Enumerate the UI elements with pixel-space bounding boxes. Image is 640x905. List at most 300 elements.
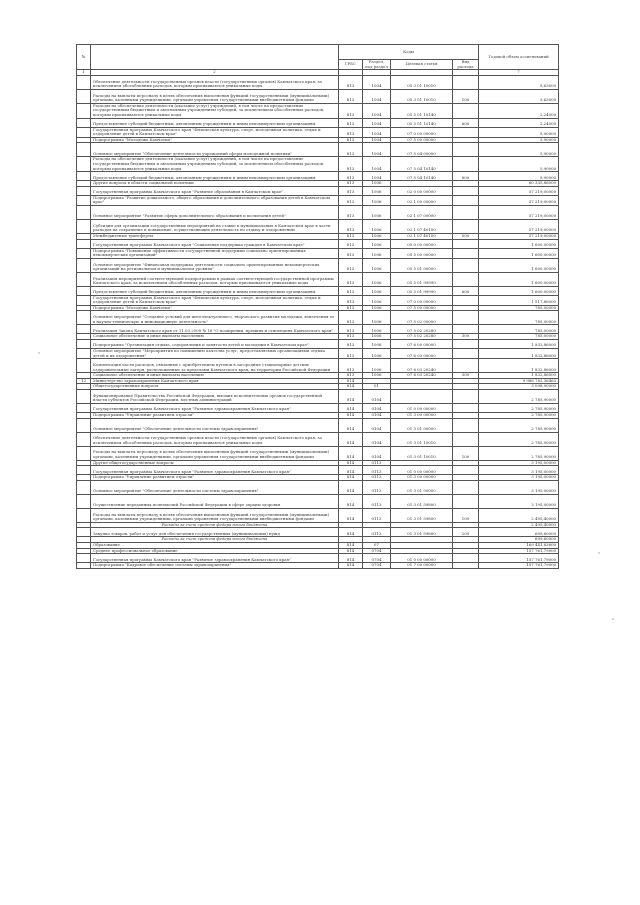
scan-speck xyxy=(598,552,600,554)
row-expense-type xyxy=(453,554,479,563)
row-number xyxy=(77,466,91,475)
row-target-article: 01 3 00 00000 xyxy=(391,413,453,419)
row-target-article: 05 5 01 00000 xyxy=(391,258,453,272)
row-expense-type xyxy=(453,494,479,508)
row-expense-type: 100 xyxy=(453,446,479,460)
table-row xyxy=(77,127,559,137)
row-grbs: 814 xyxy=(339,494,363,508)
row-name: Подпрограмма "Управление развитием отрасли" xyxy=(91,413,339,419)
row-expense-type xyxy=(453,404,479,413)
header-grbs: ГРБС xyxy=(339,60,363,70)
row-razdel: 1004 xyxy=(363,103,391,118)
table-row xyxy=(77,248,559,258)
row-expense-type xyxy=(453,563,479,569)
row-grbs: 813 xyxy=(339,373,363,379)
row-grbs: 813 xyxy=(339,258,363,272)
row-name: Расходы на выплаты персоналу в целях обеспечения выполнения функций государственными (муниципальными) органами, казенными учреждениями, органами управления государственными внебюджетными фондами xyxy=(91,508,339,522)
row-razdel: 1006 xyxy=(363,205,391,219)
row-razdel: 0113 xyxy=(363,528,391,537)
table-row xyxy=(77,432,559,446)
row-grbs: 814 xyxy=(339,466,363,475)
row-number xyxy=(77,563,91,569)
header-amount: Годовой объем ассигнований xyxy=(479,45,559,70)
row-amount: 1 600,00000 xyxy=(479,258,559,272)
row-amount: 3 195,00000 xyxy=(479,480,559,494)
table-row xyxy=(77,205,559,219)
row-razdel: 0113 xyxy=(363,494,391,508)
row-amount: 785,00000 xyxy=(479,334,559,340)
row-number xyxy=(77,219,91,233)
row-amount: 2 495,40000 xyxy=(479,522,559,528)
row-number xyxy=(77,418,91,432)
row-number: 12 xyxy=(77,378,91,384)
row-amount: 785,00000 xyxy=(479,311,559,325)
row-expense-type xyxy=(453,466,479,475)
table-row xyxy=(77,103,559,118)
row-razdel: 1006 xyxy=(363,258,391,272)
row-name: Реализация Закона Камчатского края от 11.03.2008 № 16 "О поощрении, премиях и стипендиях Камчатского края" xyxy=(91,325,339,334)
row-target-article: 01 7 00 00000 xyxy=(391,563,453,569)
row-number xyxy=(77,157,91,172)
row-expense-type xyxy=(453,359,479,373)
row-number xyxy=(77,359,91,373)
row-razdel: 1006 xyxy=(363,334,391,340)
row-name: Обеспечение деятельности государственных органов власти (государственных органов) Камчатского края, за исключением обособленных расходов, которым присваиваются уникальные коды xyxy=(91,75,339,89)
row-amount: 699,60000 xyxy=(479,528,559,537)
row-grbs: 814 xyxy=(339,475,363,481)
row-name: Компенсация части расходов, связанных с приобретением путевок в загородные стационарные детские оздоровительные лагеря, расположенные за пределами Камчатского края, на территории Российской Федерации xyxy=(91,359,339,373)
row-amount: 1 832,86000 xyxy=(479,359,559,373)
row-amount: 2 785,90000 xyxy=(479,413,559,419)
row-target-article: 01 3 00 00000 xyxy=(391,475,453,481)
row-target-article: 07 5 00 00000 xyxy=(391,137,453,143)
row-amount: 2,24000 xyxy=(479,118,559,127)
row-target-article: 07 5 02 00000 xyxy=(391,311,453,325)
table-row xyxy=(77,340,559,349)
row-razdel: 1006 xyxy=(363,233,391,239)
row-razdel: 1006 xyxy=(363,219,391,233)
row-grbs: 814 xyxy=(339,563,363,569)
table-row xyxy=(77,404,559,413)
row-name: Расходы на выплаты персоналу в целях обеспечения выполнения функций государственными (муниципальными) органами, казенными учреждениями, органами управления государственными внебюджетными фондами xyxy=(91,446,339,460)
row-razdel: 1006 xyxy=(363,340,391,349)
row-razdel: 0113 xyxy=(363,475,391,481)
row-razdel: 0104 xyxy=(363,390,391,404)
row-amount: 2 785,90000 xyxy=(479,404,559,413)
row-amount: 3 098,90000 xyxy=(479,384,559,390)
row-name: Государственная программа Камчатского края "Социальная поддержка граждан в Камчатском крае" xyxy=(91,239,339,248)
row-name: Образование xyxy=(91,543,339,549)
row-amount: 57 219,00000 xyxy=(479,205,559,219)
row-target-article: 02 1 07 40150 xyxy=(391,233,453,239)
table-row xyxy=(77,563,559,569)
row-amount: 3 195,00000 xyxy=(479,460,559,466)
row-razdel: 1006 xyxy=(363,295,391,305)
row-number xyxy=(77,340,91,349)
header-vr: Вид расхода xyxy=(453,60,479,70)
row-expense-type xyxy=(453,186,479,195)
scan-speck xyxy=(38,352,40,354)
table-row xyxy=(77,494,559,508)
row-expense-type xyxy=(453,103,479,118)
row-grbs: 813 xyxy=(339,75,363,89)
row-amount: 785,00000 xyxy=(479,305,559,311)
table-row xyxy=(77,418,559,432)
row-grbs: 814 xyxy=(339,418,363,432)
row-grbs: 813 xyxy=(339,143,363,157)
row-number xyxy=(77,186,91,195)
table-row xyxy=(77,219,559,233)
row-expense-type xyxy=(453,205,479,219)
row-grbs: 813 xyxy=(339,103,363,118)
header-num: № xyxy=(77,45,91,70)
table-row xyxy=(77,89,559,103)
row-name: Подпрограмма "Повышение эффективности государственной поддержки социально ориентированных некоммерческих организаций" xyxy=(91,248,339,258)
row-grbs: 813 xyxy=(339,239,363,248)
table-row xyxy=(77,325,559,334)
row-amount: 2 785,90000 xyxy=(479,418,559,432)
row-grbs: 813 xyxy=(339,118,363,127)
row-expense-type: 200 xyxy=(453,528,479,537)
row-grbs: 813 xyxy=(339,89,363,103)
row-amount: 169 441,83600 xyxy=(479,543,559,549)
index-cell: 7 xyxy=(479,70,559,76)
row-razdel: 0113 xyxy=(363,480,391,494)
row-grbs: 814 xyxy=(339,446,363,460)
row-number xyxy=(77,118,91,127)
table-row xyxy=(77,554,559,563)
row-razdel: 1004 xyxy=(363,118,391,127)
table-row xyxy=(77,390,559,404)
row-target-article: 07 0 00 00000 xyxy=(391,127,453,137)
row-razdel: 0104 xyxy=(363,432,391,446)
row-number xyxy=(77,508,91,522)
row-amount: 3 195,00000 xyxy=(479,475,559,481)
row-target-article: 01 3 01 00000 xyxy=(391,418,453,432)
row-razdel: 1004 xyxy=(363,157,391,172)
row-expense-type xyxy=(453,219,479,233)
row-grbs: 813 xyxy=(339,305,363,311)
row-expense-type xyxy=(453,418,479,432)
row-number xyxy=(77,258,91,272)
row-name: Социальное обеспечение и иные выплаты населению xyxy=(91,373,339,379)
row-grbs: 813 xyxy=(339,195,363,205)
row-grbs: 813 xyxy=(339,127,363,137)
row-grbs: 813 xyxy=(339,205,363,219)
row-amount: 1 600,00000 xyxy=(479,239,559,248)
table-row xyxy=(77,118,559,127)
table-row xyxy=(77,295,559,305)
row-target-article: 01 3 01 10010 xyxy=(391,446,453,460)
row-razdel: 1006 xyxy=(363,305,391,311)
row-target-article: 05 0 00 00000 xyxy=(391,239,453,248)
row-amount: 157 761,79000 xyxy=(479,554,559,563)
row-expense-type xyxy=(453,325,479,334)
row-name: Другие общегосударственные вопросы xyxy=(91,460,339,466)
index-cell: 2 xyxy=(91,70,339,76)
row-expense-type: 100 xyxy=(453,89,479,103)
row-grbs: 813 xyxy=(339,233,363,239)
row-expense-type xyxy=(453,75,479,89)
row-grbs: 814 xyxy=(339,480,363,494)
row-name: Государственная программа Камчатского края "Развитие здравоохранения Камчатского края" xyxy=(91,404,339,413)
row-grbs: 813 xyxy=(339,186,363,195)
row-target-article: 07 6 03 20240 xyxy=(391,373,453,379)
row-amount: 1 517,86000 xyxy=(479,295,559,305)
row-target-article: 07 0 00 00000 xyxy=(391,295,453,305)
row-grbs: 813 xyxy=(339,359,363,373)
row-razdel: 0104 xyxy=(363,404,391,413)
row-name: Министерство здравоохранения Камчатского края xyxy=(91,378,339,384)
row-grbs: 813 xyxy=(339,295,363,305)
row-name: Функционирование Правительства Российской Федерации, высших исполнительных органов государственной власти субъектов Российской Федерации, местных администраций xyxy=(91,390,339,404)
row-amount: 5,90000 xyxy=(479,143,559,157)
row-amount: 5,90000 xyxy=(479,157,559,172)
row-razdel: 0113 xyxy=(363,466,391,475)
table-row xyxy=(77,272,559,286)
row-grbs: 814 xyxy=(339,548,363,554)
row-grbs: 813 xyxy=(339,349,363,359)
header-csr: Целевая статья xyxy=(391,60,453,70)
row-name: Основное мероприятие "Обеспечение деятельности системы здравоохранения" xyxy=(91,480,339,494)
row-target-article: 07 5 04 10140 xyxy=(391,172,453,181)
table-row xyxy=(77,239,559,248)
row-amount: 785,00000 xyxy=(479,325,559,334)
row-number xyxy=(77,432,91,446)
row-target-article: 07 5 02 20280 xyxy=(391,334,453,340)
row-razdel: 1006 xyxy=(363,195,391,205)
row-razdel: 0104 xyxy=(363,418,391,432)
budget-table xyxy=(76,44,559,569)
row-amount: 57 219,00000 xyxy=(479,233,559,239)
row-amount: 1 600,00000 xyxy=(479,272,559,286)
table-row xyxy=(77,157,559,172)
row-grbs: 813 xyxy=(339,272,363,286)
row-grbs: 813 xyxy=(339,219,363,233)
table-row xyxy=(77,75,559,89)
row-target-article: 01 0 00 00000 xyxy=(391,404,453,413)
row-razdel: 1006 xyxy=(363,248,391,258)
row-amount: 5,63000 xyxy=(479,89,559,103)
row-number xyxy=(77,127,91,137)
row-amount: 57 219,00000 xyxy=(479,186,559,195)
row-razdel: 1006 xyxy=(363,239,391,248)
table-body xyxy=(77,75,559,568)
row-razdel: 0113 xyxy=(363,460,391,466)
row-name: Расходы на обеспечение деятельности (оказание услуг) учреждений, в том числе на предоставление государственным бюджетным и автономным учреждениям субсидий, за исключением обособленных расходов, которым присваиваются уникальные коды xyxy=(91,103,339,118)
table-row xyxy=(77,172,559,181)
table-row xyxy=(77,311,559,325)
row-grbs: 813 xyxy=(339,325,363,334)
row-expense-type xyxy=(453,157,479,172)
row-target-article: 02 1 00 00000 xyxy=(391,195,453,205)
row-number xyxy=(77,554,91,563)
row-expense-type xyxy=(453,349,479,359)
budget-sheet xyxy=(76,44,558,569)
row-razdel: 01 xyxy=(363,384,391,390)
row-razdel: 1004 xyxy=(363,89,391,103)
table-row xyxy=(77,258,559,272)
row-target-article: 02 0 00 00000 xyxy=(391,186,453,195)
row-grbs: 813 xyxy=(339,157,363,172)
row-target-article: 05 5 01 99990 xyxy=(391,286,453,295)
row-amount: 1 832,86000 xyxy=(479,349,559,359)
row-name: Основное мероприятие "Мероприятия по повышению качества услуг, предоставляемых организациями отдыха детей и их оздоровления" xyxy=(91,349,339,359)
row-number xyxy=(77,195,91,205)
row-grbs: 814 xyxy=(339,378,363,384)
row-grbs: 813 xyxy=(339,340,363,349)
row-name: Основное мероприятие "Финансовая поддержка деятельности социально ориентированных некоммерческих организаций на региональном и муниципальном уровнях" xyxy=(91,258,339,272)
row-name: Подпрограмма "Кадровое обеспечение системы здравоохранения" xyxy=(91,563,339,569)
row-expense-type: 600 xyxy=(453,118,479,127)
row-expense-type: 500 xyxy=(453,233,479,239)
row-name: Подпрограмма "Развитие дошкольного, общего образования и дополнительного образования детей в Камчатском крае" xyxy=(91,195,339,205)
row-razdel: 1006 xyxy=(363,272,391,286)
row-razdel: 1006 xyxy=(363,349,391,359)
row-target-article: 07 5 02 20280 xyxy=(391,325,453,334)
row-razdel: 0704 xyxy=(363,554,391,563)
row-target-article: 01 3 01 10010 xyxy=(391,432,453,446)
row-number xyxy=(77,239,91,248)
row-number xyxy=(77,480,91,494)
row-expense-type xyxy=(453,195,479,205)
row-amount: 3 195,00000 xyxy=(479,466,559,475)
row-name: Межбюджетные трансферты xyxy=(91,233,339,239)
row-name: Расходы за счет средств федерального бюджета xyxy=(91,522,339,528)
row-amount: 5,90000 xyxy=(479,137,559,143)
row-name: Предоставление субсидий бюджетным, автономным учреждениям и иным некоммерческим организациям xyxy=(91,118,339,127)
table-row xyxy=(77,508,559,522)
row-grbs: 813 xyxy=(339,137,363,143)
row-grbs: 814 xyxy=(339,543,363,549)
row-target-article: 02 1 07 00000 xyxy=(391,205,453,219)
row-number xyxy=(77,295,91,305)
row-grbs: 814 xyxy=(339,528,363,537)
row-razdel: 1006 xyxy=(363,359,391,373)
row-name: Другие вопросы в области социальной политики xyxy=(91,181,339,187)
row-expense-type xyxy=(453,295,479,305)
row-name: Подпрограмма "Управление развитием отрасли" xyxy=(91,475,339,481)
row-expense-type xyxy=(453,258,479,272)
row-number xyxy=(77,311,91,325)
row-target-article: 07 5 04 00000 xyxy=(391,143,453,157)
row-grbs: 814 xyxy=(339,554,363,563)
row-grbs: 814 xyxy=(339,384,363,390)
row-number xyxy=(77,172,91,181)
row-expense-type xyxy=(453,143,479,157)
row-expense-type xyxy=(453,480,479,494)
row-razdel: 1006 xyxy=(363,311,391,325)
row-grbs: 813 xyxy=(339,172,363,181)
row-expense-type xyxy=(453,311,479,325)
table-row xyxy=(77,528,559,537)
row-amount: 5,90000 xyxy=(479,172,559,181)
row-target-article: 07 5 00 00000 xyxy=(391,305,453,311)
row-number xyxy=(77,75,91,89)
row-name: Государственная программа Камчатского края "Развитие здравоохранения Камчатского края" xyxy=(91,466,339,475)
row-razdel: 1004 xyxy=(363,75,391,89)
row-grbs: 813 xyxy=(339,334,363,340)
table-row xyxy=(77,359,559,373)
row-name: Предоставление субсидий бюджетным, автономным учреждениям и иным некоммерческим организациям xyxy=(91,286,339,295)
row-number xyxy=(77,528,91,537)
row-amount: 1 600,00000 xyxy=(479,286,559,295)
row-razdel: 07 xyxy=(363,543,391,549)
row-razdel: 1006 xyxy=(363,181,391,187)
row-expense-type xyxy=(453,239,479,248)
row-name: Подпрограмма "Молодежь Камчатки" xyxy=(91,137,339,143)
row-number xyxy=(77,404,91,413)
row-amount: 699,60000 xyxy=(479,537,559,543)
row-target-article: 01 3 01 59800 xyxy=(391,528,453,537)
row-number xyxy=(77,286,91,295)
row-amount: 2,24000 xyxy=(479,103,559,118)
row-grbs: 813 xyxy=(339,248,363,258)
row-razdel: 1006 xyxy=(363,373,391,379)
row-grbs: 814 xyxy=(339,460,363,466)
row-amount: 2 785,90000 xyxy=(479,390,559,404)
row-grbs: 814 xyxy=(339,508,363,522)
row-number xyxy=(77,205,91,219)
row-amount: 1 832,86000 xyxy=(479,340,559,349)
table-row xyxy=(77,466,559,475)
row-expense-type xyxy=(453,272,479,286)
row-number xyxy=(77,143,91,157)
row-expense-type: 600 xyxy=(453,172,479,181)
row-name: Основное мероприятие "Обеспечение деятельности системы здравоохранения" xyxy=(91,418,339,432)
row-amount: 5,63000 xyxy=(479,75,559,89)
row-target-article: 07 6 03 00000 xyxy=(391,349,453,359)
row-amount: 1 832,86000 xyxy=(479,373,559,379)
row-number xyxy=(77,325,91,334)
row-grbs: 814 xyxy=(339,390,363,404)
row-number xyxy=(77,494,91,508)
row-expense-type: 100 xyxy=(453,508,479,522)
row-name: Расходы на выплаты персоналу в целях обеспечения выполнения функций государственными (муниципальными) органами, казенными учреждениями, органами управления государственными внебюджетными фондами xyxy=(91,89,339,103)
row-razdel: 1004 xyxy=(363,127,391,137)
row-amount: 2 785,90000 xyxy=(479,432,559,446)
row-razdel: 0104 xyxy=(363,446,391,460)
table-row xyxy=(77,286,559,295)
row-razdel: 1004 xyxy=(363,143,391,157)
row-target-article: 05 3 01 10010 xyxy=(391,89,453,103)
row-target-article: 07 5 04 10140 xyxy=(391,157,453,172)
row-grbs: 814 xyxy=(339,432,363,446)
index-cell: 1 xyxy=(77,70,91,76)
row-name: Закупка товаров, работ и услуг для обеспечения государственных (муниципальных) нужд xyxy=(91,528,339,537)
row-name: Подпрограмма "Организация отдыха, оздоровления и занятости детей и молодежи в Камчатском крае" xyxy=(91,340,339,349)
row-target-article: 01 0 00 00000 xyxy=(391,554,453,563)
row-target-article: 05 3 01 10010 xyxy=(391,75,453,89)
row-expense-type xyxy=(453,248,479,258)
row-number xyxy=(77,272,91,286)
row-amount: 2 785,90000 xyxy=(479,446,559,460)
row-name: Основное мероприятие "Создание условий для интеллектуального, творческого развития молодежи, вовлечения ее в научно-техническую и инновационную деятельность" xyxy=(91,311,339,325)
row-grbs: 814 xyxy=(339,404,363,413)
header-codes: Коды xyxy=(339,45,479,60)
row-expense-type: 600 xyxy=(453,286,479,295)
row-name: Государственная программа Камчатского края "Развитие здравоохранения Камчатского края" xyxy=(91,554,339,563)
row-name: Среднее профессиональное образование xyxy=(91,548,339,554)
header-name xyxy=(91,45,339,70)
row-amount: 157 761,79000 xyxy=(479,548,559,554)
row-amount: 9 988 782,36463 xyxy=(479,378,559,384)
row-number xyxy=(77,248,91,258)
row-name: Общегосударственные вопросы xyxy=(91,384,339,390)
row-name: Осуществление переданных полномочий Российской Федерации в сфере охраны здоровья xyxy=(91,494,339,508)
row-target-article: 05 5 01 10140 xyxy=(391,118,453,127)
row-target-article: 01 0 00 00000 xyxy=(391,466,453,475)
